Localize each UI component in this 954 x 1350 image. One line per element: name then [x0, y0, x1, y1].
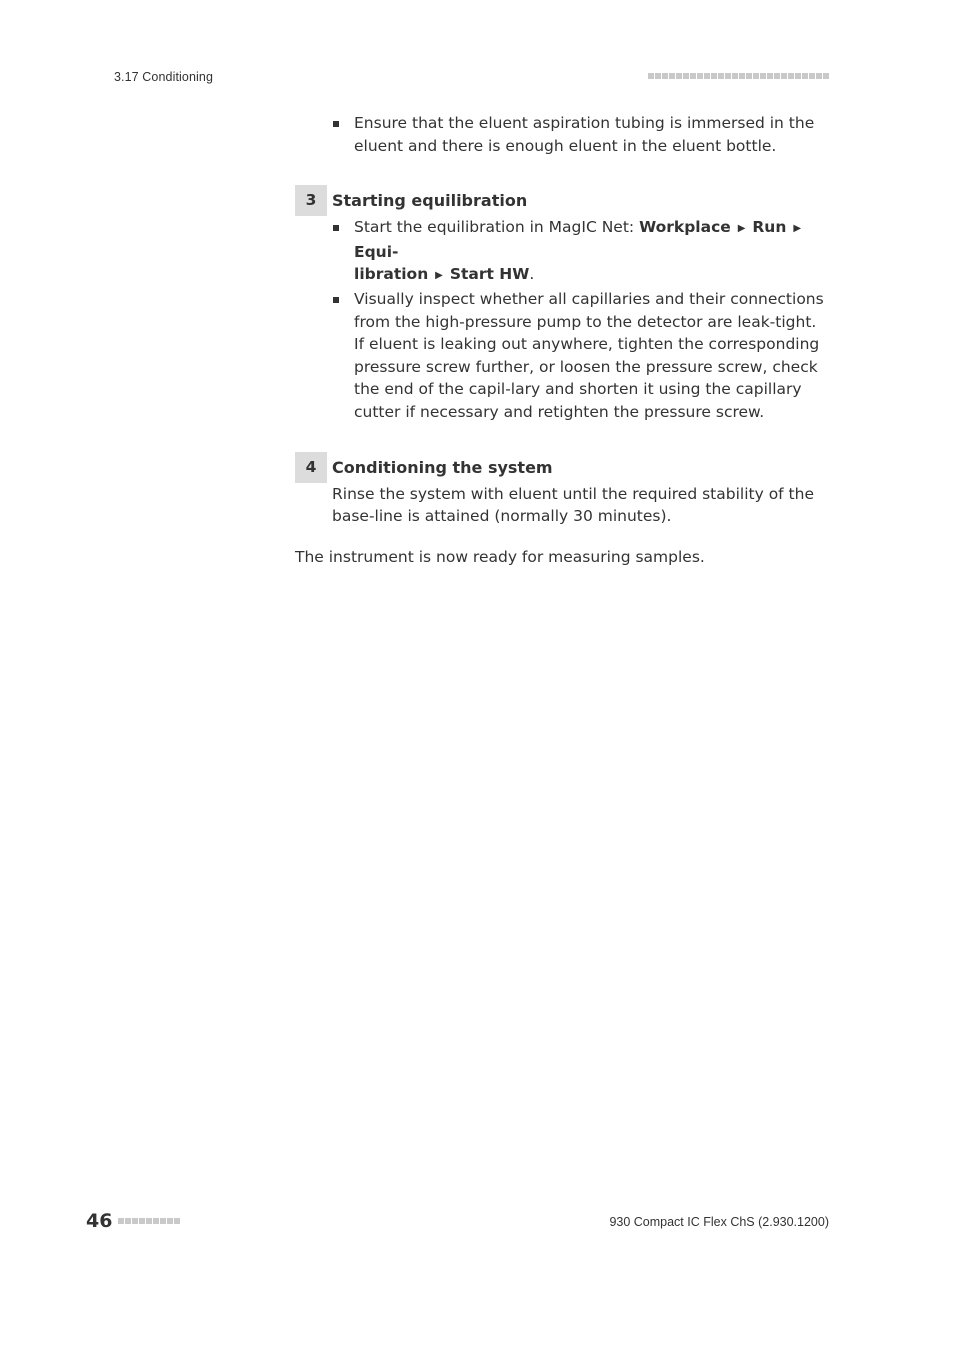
square-icon: [153, 1218, 159, 1224]
square-icon: [753, 73, 759, 79]
list-item: Ensure that the eluent aspiration tubing is immersed in the eluent and there is enough eluent in the eluent bottle.: [354, 112, 825, 157]
square-icon: [802, 73, 808, 79]
step-number: 3: [295, 185, 327, 216]
square-icon: [732, 73, 738, 79]
header-decoration: [648, 73, 829, 79]
arrow-right-icon: ▶: [737, 223, 746, 235]
square-icon: [146, 1218, 152, 1224]
bullet-icon: [333, 121, 339, 127]
step-4: [295, 452, 825, 528]
intro-bullet-list: [295, 112, 825, 157]
square-icon: [718, 73, 724, 79]
bullet-icon: [333, 225, 339, 231]
step-text: Rinse the system with eluent until the required stability of the base-line is attained (normally 30 minutes).: [332, 484, 814, 526]
square-icon: [160, 1218, 166, 1224]
square-icon: [132, 1218, 138, 1224]
menu-path-workplace: Workplace: [639, 218, 731, 237]
step-3-bullet-list: [295, 216, 825, 423]
step-number: 4: [295, 452, 327, 483]
footer-decoration: [118, 1218, 180, 1224]
square-icon: [704, 73, 710, 79]
square-icon: [676, 73, 682, 79]
square-icon: [760, 73, 766, 79]
list-item: Start the equilibration in MagIC Net: Workplace ▶ Run ▶ Equi- libration ▶ Start HW.: [354, 216, 825, 288]
running-footer-product: 930 Compact IC Flex ChS (2.930.1200): [609, 1215, 829, 1229]
menu-path-run: Run: [752, 218, 787, 237]
square-icon: [795, 73, 801, 79]
square-icon: [648, 73, 654, 79]
square-icon: [767, 73, 773, 79]
square-icon: [174, 1218, 180, 1224]
square-icon: [118, 1218, 124, 1224]
square-icon: [816, 73, 822, 79]
square-icon: [781, 73, 787, 79]
square-icon: [139, 1218, 145, 1224]
running-header-section: 3.17 Conditioning: [114, 70, 213, 84]
step-3: [295, 185, 825, 423]
square-icon: [725, 73, 731, 79]
square-icon: [683, 73, 689, 79]
square-icon: [746, 73, 752, 79]
square-icon: [125, 1218, 131, 1224]
square-icon: [809, 73, 815, 79]
square-icon: [774, 73, 780, 79]
list-item: Visually inspect whether all capillaries and their connections from the high-pressure pump to the detector are leak-tight. If eluent is leaking out anywhere, tighten the corresponding pressure screw further, or loosen the pressure screw, check the end of the capil-lary and shorten it using the capillary cutter if necessary and retighten the pressure screw.: [354, 288, 825, 424]
square-icon: [788, 73, 794, 79]
square-icon: [823, 73, 829, 79]
square-icon: [167, 1218, 173, 1224]
step-title: Conditioning the system: [332, 457, 553, 477]
menu-path-equilibration: Equi- libration: [354, 242, 429, 284]
step-title: Starting equilibration: [332, 191, 528, 211]
arrow-right-icon: ▶: [435, 270, 443, 282]
square-icon: [711, 73, 717, 79]
square-icon: [690, 73, 696, 79]
square-icon: [739, 73, 745, 79]
square-icon: [669, 73, 675, 79]
bullet-icon: [333, 297, 339, 303]
menu-path-start-hw: Start HW: [449, 265, 530, 284]
square-icon: [662, 73, 668, 79]
main-content: [295, 112, 825, 568]
square-icon: [655, 73, 661, 79]
arrow-right-icon: ▶: [793, 223, 802, 235]
square-icon: [697, 73, 703, 79]
page-number: 46: [86, 1210, 113, 1232]
closing-paragraph: The instrument is now ready for measuring samples.: [295, 547, 705, 566]
